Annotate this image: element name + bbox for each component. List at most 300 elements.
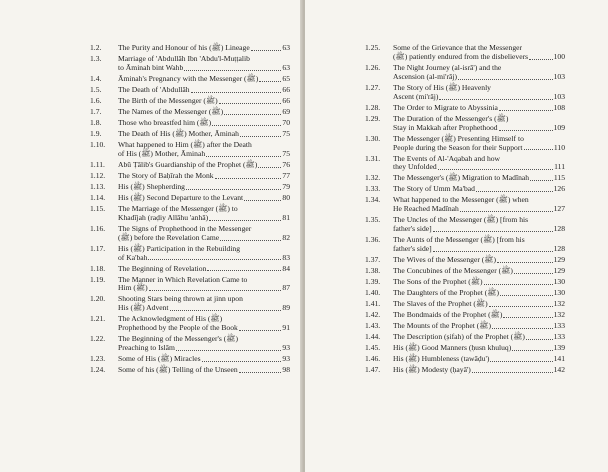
toc-entry-page-number: 109 bbox=[553, 122, 565, 132]
toc-entry-page-number: 139 bbox=[553, 343, 565, 353]
toc-entry-body bbox=[393, 311, 565, 320]
toc-entry-title: The Beginning of Revelation bbox=[118, 263, 207, 273]
dot-leader bbox=[207, 265, 281, 272]
toc-entry bbox=[90, 276, 290, 294]
dot-leader bbox=[489, 300, 553, 307]
toc-entry-body bbox=[118, 276, 290, 294]
toc-entry-body bbox=[393, 216, 565, 234]
dot-leader bbox=[212, 119, 281, 126]
dot-leader bbox=[497, 256, 553, 263]
toc-entry-page-number: 100 bbox=[553, 51, 565, 61]
toc-entry-body bbox=[393, 256, 565, 265]
toc-entry-body bbox=[118, 245, 290, 263]
toc-entry-page-number: 126 bbox=[553, 184, 565, 194]
toc-entry-line bbox=[118, 130, 290, 139]
toc-entry-line bbox=[118, 86, 290, 95]
toc-entry-page-number: 89 bbox=[282, 303, 290, 313]
toc-entry-title: His (ﷺ) Participation in the Rebuilding bbox=[118, 243, 241, 253]
toc-entry bbox=[365, 44, 565, 62]
toc-entry-line bbox=[393, 366, 565, 375]
toc-entry-body bbox=[118, 295, 290, 313]
toc-entry-title: Marriage of 'Abdullāh Ibn 'Abdu'l-Muṭṭalib bbox=[118, 54, 250, 63]
toc-entry-title: (ﷺ) patiently endured from the disbelievers bbox=[393, 51, 529, 61]
dot-leader bbox=[224, 108, 281, 115]
toc-entry-title: Those who breastfed him (ﷺ) bbox=[118, 117, 212, 127]
dot-leader bbox=[219, 97, 282, 104]
toc-entry-body bbox=[118, 183, 290, 192]
toc-entry-line bbox=[118, 355, 290, 364]
toc-entry bbox=[365, 267, 565, 276]
toc-entry-number: 1.15. bbox=[90, 203, 106, 213]
toc-entry bbox=[365, 256, 565, 265]
toc-entry-title: Shooting Stars being thrown at jinn upon bbox=[118, 294, 243, 304]
toc-entry-body bbox=[118, 335, 290, 353]
toc-entry-title: of His (ﷺ) Mother, Āminah bbox=[118, 148, 206, 158]
toc-entry bbox=[90, 86, 290, 95]
dot-leader bbox=[244, 194, 281, 201]
toc-entry-number: 1.17. bbox=[90, 243, 106, 253]
toc-entry-title: The Uncles of the Messenger (ﷺ) [from his bbox=[393, 215, 529, 225]
toc-entry-page-number: 75 bbox=[282, 128, 290, 138]
toc-entry-title: The Manner in Which Revelation Came to bbox=[118, 274, 248, 284]
toc-entry-line bbox=[118, 265, 290, 274]
toc-entry-page-number: 133 bbox=[553, 321, 565, 331]
toc-entry-number: 1.3. bbox=[90, 54, 102, 63]
toc-entry-number: 1.38. bbox=[365, 266, 381, 276]
toc-entry-page-number: 76 bbox=[282, 159, 290, 169]
toc-entry-title: to Āminah bint Wahb bbox=[118, 62, 184, 72]
toc-entry bbox=[90, 265, 290, 274]
toc-entry-page-number: 69 bbox=[282, 106, 290, 116]
toc-entry-number: 1.39. bbox=[365, 277, 381, 287]
toc-entry-number: 1.21. bbox=[90, 314, 106, 324]
toc-entry-body bbox=[118, 75, 290, 84]
toc-entry-title: His (ﷺ) Second Departure to the Levant bbox=[118, 192, 244, 202]
toc-entry-title: The Story of Umm Ma'bad bbox=[393, 184, 475, 194]
toc-entry-title: His (ﷺ) Shepherding bbox=[118, 181, 185, 191]
toc-entry-line bbox=[393, 344, 565, 353]
toc-entry bbox=[365, 155, 565, 173]
toc-entry-body bbox=[118, 194, 290, 203]
toc-entry-number: 1.9. bbox=[90, 128, 102, 138]
toc-entry-title: Some of His (ﷺ) Miracles bbox=[118, 354, 201, 364]
toc-entry-line bbox=[393, 256, 565, 265]
toc-entry-title: Ascension (al-mi'rāj) bbox=[393, 71, 457, 81]
toc-entry-body bbox=[393, 267, 565, 276]
toc-entry-title: His (ﷺ) Modesty (ḥayā') bbox=[393, 365, 471, 375]
toc-entry-title: Abū Ṭālib's Guardianship of the Prophet (ﷺ) bbox=[118, 159, 258, 169]
toc-entry-title: The Slaves of the Prophet (ﷺ) bbox=[393, 299, 488, 309]
toc-entry-title: The Messenger (ﷺ) Presenting Himself to bbox=[393, 133, 524, 143]
toc-entry-line bbox=[393, 278, 565, 287]
toc-entry bbox=[365, 344, 565, 353]
toc-entry-page-number: 65 bbox=[282, 73, 290, 83]
toc-entry-title: Him (ﷺ) bbox=[118, 283, 148, 293]
toc-entry-body bbox=[393, 104, 565, 113]
toc-entry-page-number: 130 bbox=[553, 288, 565, 298]
right-toc bbox=[365, 44, 565, 377]
toc-entry-title: His (ﷺ) Good Manners (ḥusn khuluq) bbox=[393, 343, 512, 353]
toc-entry bbox=[90, 366, 290, 375]
dot-leader bbox=[472, 366, 553, 373]
toc-entry-body bbox=[393, 44, 565, 62]
toc-entry bbox=[90, 245, 290, 263]
toc-entry-page-number: 84 bbox=[282, 263, 290, 273]
toc-entry-title: People during the Season for their Support bbox=[393, 142, 523, 152]
toc-entry-body bbox=[393, 174, 565, 183]
dot-leader bbox=[176, 344, 281, 351]
toc-entry-number: 1.30. bbox=[365, 133, 381, 143]
toc-entry-line bbox=[118, 75, 290, 84]
toc-entry bbox=[90, 183, 290, 192]
toc-entry-title: The Events of Al-'Aqabah and how bbox=[393, 153, 501, 163]
toc-entry-number: 1.33. bbox=[365, 184, 381, 194]
toc-entry bbox=[365, 311, 565, 320]
toc-entry-number: 1.37. bbox=[365, 255, 381, 265]
toc-entry bbox=[365, 278, 565, 287]
toc-entry-number: 1.14. bbox=[90, 192, 106, 202]
toc-entry-line bbox=[118, 214, 290, 223]
toc-entry bbox=[365, 115, 565, 133]
dot-leader bbox=[503, 311, 552, 318]
toc-entry-line bbox=[118, 119, 290, 128]
toc-entry-line bbox=[393, 144, 565, 153]
toc-entry-body bbox=[393, 185, 565, 194]
toc-entry-number: 1.46. bbox=[365, 354, 381, 364]
toc-entry-title: Prophethood by the People of the Book bbox=[118, 323, 238, 333]
dot-leader bbox=[500, 289, 553, 296]
toc-entry bbox=[365, 104, 565, 113]
toc-entry-line bbox=[118, 108, 290, 117]
toc-entry-title: father's side] bbox=[393, 244, 432, 254]
dot-leader bbox=[438, 163, 554, 170]
toc-entry-page-number: 98 bbox=[282, 365, 290, 375]
toc-entry-number: 1.10. bbox=[90, 139, 106, 149]
toc-entry bbox=[90, 75, 290, 84]
toc-entry-title: The Story of His (ﷺ) Heavenly bbox=[393, 82, 491, 92]
toc-entry-number: 1.18. bbox=[90, 263, 106, 273]
toc-entry-number: 1.35. bbox=[365, 215, 381, 225]
toc-entry-number: 1.23. bbox=[90, 354, 106, 364]
toc-entry-body bbox=[118, 225, 290, 243]
toc-entry-number: 1.4. bbox=[90, 73, 102, 83]
toc-entry-line bbox=[118, 366, 290, 375]
dot-leader bbox=[530, 174, 553, 181]
toc-entry-line bbox=[393, 355, 565, 364]
toc-entry-number: 1.12. bbox=[90, 170, 106, 180]
toc-entry-page-number: 80 bbox=[282, 192, 290, 202]
dot-leader bbox=[186, 183, 281, 190]
toc-entry-line bbox=[393, 333, 565, 342]
dot-leader bbox=[458, 73, 553, 80]
toc-entry bbox=[90, 108, 290, 117]
toc-entry-number: 1.22. bbox=[90, 334, 106, 344]
dot-leader bbox=[484, 278, 553, 285]
toc-entry-title: The Mounts of the Prophet (ﷺ) bbox=[393, 321, 491, 331]
toc-entry-page-number: 130 bbox=[553, 277, 565, 287]
toc-entry-line bbox=[393, 289, 565, 298]
toc-entry-page-number: 129 bbox=[553, 255, 565, 265]
toc-entry bbox=[90, 119, 290, 128]
dot-leader bbox=[490, 355, 552, 362]
toc-entry-body bbox=[393, 196, 565, 214]
toc-entry-title: The Daughters of the Prophet (ﷺ) bbox=[393, 288, 499, 298]
toc-entry-line bbox=[393, 311, 565, 320]
toc-entry-line bbox=[118, 254, 290, 263]
toc-entry-line bbox=[118, 64, 290, 73]
toc-entry-line bbox=[393, 225, 565, 234]
toc-entry bbox=[90, 44, 290, 53]
toc-entry-page-number: 110 bbox=[553, 142, 565, 152]
toc-entry-line bbox=[118, 284, 290, 293]
toc-entry-body bbox=[393, 322, 565, 331]
toc-entry-line bbox=[118, 161, 290, 170]
toc-entry-number: 1.42. bbox=[365, 310, 381, 320]
dot-leader bbox=[215, 172, 282, 179]
toc-entry-line bbox=[393, 163, 565, 172]
toc-entry-body bbox=[118, 172, 290, 181]
toc-entry-number: 1.7. bbox=[90, 106, 102, 116]
toc-entry-page-number: 83 bbox=[282, 252, 290, 262]
toc-entry-line bbox=[393, 205, 565, 214]
dot-leader bbox=[460, 205, 553, 212]
right-page bbox=[305, 0, 608, 472]
toc-entry-body bbox=[393, 155, 565, 173]
toc-entry-title: The Story of Baḥīrah the Monk bbox=[118, 170, 214, 180]
dot-leader bbox=[258, 161, 281, 168]
toc-entry-body bbox=[393, 64, 565, 82]
toc-entry-page-number: 141 bbox=[553, 354, 565, 364]
left-toc bbox=[90, 44, 290, 377]
toc-entry bbox=[90, 130, 290, 139]
toc-entry-title: The Signs of Prophethood in the Messenger bbox=[118, 223, 252, 233]
toc-entry-line bbox=[118, 324, 290, 333]
toc-entry-page-number: 132 bbox=[553, 310, 565, 320]
toc-entry-page-number: 133 bbox=[553, 332, 565, 342]
toc-entry-line bbox=[393, 245, 565, 254]
toc-entry-line bbox=[118, 194, 290, 203]
toc-entry-number: 1.36. bbox=[365, 235, 381, 245]
toc-entry-line bbox=[118, 183, 290, 192]
dot-leader bbox=[239, 366, 282, 373]
dot-leader bbox=[499, 104, 553, 111]
toc-entry-number: 1.5. bbox=[90, 84, 102, 94]
toc-entry-title: The Concubines of the Messenger (ﷺ) bbox=[393, 266, 513, 276]
dot-leader bbox=[433, 225, 553, 232]
toc-entry-title: (ﷺ) before the Revelation Came bbox=[118, 232, 220, 242]
toc-entry bbox=[365, 366, 565, 375]
toc-entry bbox=[90, 161, 290, 170]
toc-entry-number: 1.20. bbox=[90, 294, 106, 304]
toc-entry-page-number: 79 bbox=[282, 181, 290, 191]
toc-entry-page-number: 103 bbox=[553, 91, 565, 101]
toc-entry-line bbox=[118, 304, 290, 313]
toc-entry-number: 1.27. bbox=[365, 82, 381, 92]
toc-entry-title: The Death of 'Abdullāh bbox=[118, 84, 190, 94]
toc-entry-body bbox=[393, 366, 565, 375]
toc-entry-body bbox=[118, 44, 290, 53]
toc-entry bbox=[90, 141, 290, 159]
toc-entry-title: The Purity and Honour of his (ﷺ) Lineage bbox=[118, 43, 250, 52]
toc-entry-number: 1.8. bbox=[90, 117, 102, 127]
toc-entry-page-number: 108 bbox=[553, 102, 565, 112]
toc-entry-page-number: 128 bbox=[553, 244, 565, 254]
toc-entry bbox=[365, 322, 565, 331]
toc-entry-title: His (ﷺ) Humbleness (tawāḍu') bbox=[393, 354, 490, 364]
toc-entry-page-number: 81 bbox=[282, 212, 290, 222]
toc-entry bbox=[90, 295, 290, 313]
toc-entry-line bbox=[393, 73, 565, 82]
toc-entry-line bbox=[118, 97, 290, 106]
toc-entry bbox=[90, 205, 290, 223]
toc-entry bbox=[90, 194, 290, 203]
toc-entry-number: 1.47. bbox=[365, 365, 381, 375]
toc-entry-title: of Ka'bah bbox=[118, 252, 148, 262]
toc-entry-title: Stay in Makkah after Prophethood bbox=[393, 122, 498, 132]
toc-entry-body bbox=[118, 130, 290, 139]
dot-leader bbox=[220, 234, 281, 241]
dot-leader bbox=[240, 130, 282, 137]
toc-entry-body bbox=[393, 115, 565, 133]
toc-entry-number: 1.26. bbox=[365, 62, 381, 72]
toc-entry-title: What happened to Him (ﷺ) after the Death bbox=[118, 139, 252, 149]
toc-entry-number: 1.31. bbox=[365, 153, 381, 163]
toc-entry-number: 1.13. bbox=[90, 181, 106, 191]
toc-entry-body bbox=[393, 84, 565, 102]
dot-leader bbox=[514, 267, 553, 274]
toc-entry-page-number: 82 bbox=[282, 232, 290, 242]
toc-entry-page-number: 93 bbox=[282, 354, 290, 364]
toc-entry-title: Āminah's Pregnancy with the Messenger (ﷺ) bbox=[118, 73, 259, 83]
toc-entry bbox=[90, 335, 290, 353]
toc-entry-title: The Birth of the Messenger (ﷺ) bbox=[118, 95, 218, 105]
toc-entry bbox=[365, 236, 565, 254]
toc-entry-page-number: 128 bbox=[553, 224, 565, 234]
toc-entry-line bbox=[118, 234, 290, 243]
toc-entry-title: Some of his (ﷺ) Telling of the Unseen bbox=[118, 365, 238, 375]
dot-leader bbox=[492, 322, 553, 329]
toc-entry bbox=[90, 97, 290, 106]
toc-entry-body bbox=[118, 141, 290, 159]
toc-entry bbox=[90, 55, 290, 73]
toc-entry-number: 1.24. bbox=[90, 365, 106, 375]
toc-entry-number: 1.40. bbox=[365, 288, 381, 298]
toc-entry-title: Some of the Grievance that the Messenger bbox=[393, 43, 523, 52]
toc-entry-body bbox=[393, 355, 565, 364]
toc-entry-number: 1.41. bbox=[365, 299, 381, 309]
toc-entry-title: Ascent (mi'rāj) bbox=[393, 91, 439, 101]
toc-entry bbox=[365, 135, 565, 153]
toc-entry-title: Khadījah (raḍiy Allāhu 'anhā) bbox=[118, 212, 209, 222]
toc-entry-line bbox=[393, 93, 565, 102]
toc-entry-title: father's side] bbox=[393, 224, 432, 234]
toc-entry-body bbox=[118, 119, 290, 128]
toc-entry-number: 1.44. bbox=[365, 332, 381, 342]
toc-entry-page-number: 66 bbox=[282, 84, 290, 94]
toc-entry-number: 1.16. bbox=[90, 223, 106, 233]
toc-entry-line bbox=[393, 267, 565, 276]
toc-entry-page-number: 127 bbox=[553, 204, 565, 214]
toc-entry-number: 1.25. bbox=[365, 43, 381, 52]
toc-entry-body bbox=[118, 355, 290, 364]
dot-leader bbox=[433, 245, 553, 252]
dot-leader bbox=[524, 144, 553, 151]
toc-entry-body bbox=[118, 97, 290, 106]
toc-entry-page-number: 91 bbox=[282, 323, 290, 333]
toc-entry-line bbox=[393, 322, 565, 331]
toc-entry-page-number: 129 bbox=[553, 266, 565, 276]
toc-entry-title: The Order to Migrate to Abyssinia bbox=[393, 102, 498, 112]
dot-leader bbox=[191, 86, 282, 93]
toc-entry-line bbox=[118, 150, 290, 159]
dot-leader bbox=[206, 150, 281, 157]
toc-entry-page-number: 132 bbox=[553, 299, 565, 309]
dot-leader bbox=[476, 185, 553, 192]
toc-entry-title: His (ﷺ) Advent bbox=[118, 303, 169, 313]
dot-leader bbox=[148, 254, 281, 261]
toc-entry-page-number: 87 bbox=[282, 283, 290, 293]
dot-leader bbox=[209, 214, 281, 221]
toc-entry-body bbox=[393, 300, 565, 309]
toc-entry-line bbox=[393, 185, 565, 194]
toc-entry bbox=[90, 355, 290, 364]
toc-entry-title: The Night Journey (al-isrā') and the bbox=[393, 62, 502, 72]
toc-entry bbox=[365, 355, 565, 364]
toc-entry-body bbox=[118, 265, 290, 274]
toc-entry-line bbox=[393, 124, 565, 133]
toc-entry-body bbox=[393, 135, 565, 153]
toc-entry-body bbox=[393, 236, 565, 254]
toc-entry-page-number: 103 bbox=[553, 71, 565, 81]
toc-entry-line bbox=[118, 44, 290, 53]
toc-entry-title: The Wives of the Messenger (ﷺ) bbox=[393, 255, 497, 265]
toc-entry-body bbox=[393, 278, 565, 287]
toc-entry-number: 1.11. bbox=[90, 159, 105, 169]
toc-entry-title: He Reached Madīnah bbox=[393, 204, 459, 214]
toc-entry bbox=[365, 289, 565, 298]
toc-entry-title: The Aunts of the Messenger (ﷺ) [from his bbox=[393, 235, 525, 245]
toc-entry-number: 1.34. bbox=[365, 195, 381, 205]
toc-entry bbox=[365, 333, 565, 342]
dot-leader bbox=[149, 284, 282, 291]
toc-entry-line bbox=[118, 344, 290, 353]
toc-entry-number: 1.6. bbox=[90, 95, 102, 105]
dot-leader bbox=[259, 75, 281, 82]
toc-entry bbox=[365, 216, 565, 234]
toc-entry bbox=[365, 196, 565, 214]
toc-entry-page-number: 70 bbox=[282, 117, 290, 127]
toc-entry-title: The Sons of the Prophet (ﷺ) bbox=[393, 277, 483, 287]
toc-entry-number: 1.45. bbox=[365, 343, 381, 353]
toc-entry-number: 1.29. bbox=[365, 113, 381, 123]
toc-entry-title: The Description (ṣifah) of the Prophet (ﷺ) bbox=[393, 332, 525, 342]
dot-leader bbox=[251, 44, 282, 51]
toc-entry-body bbox=[393, 333, 565, 342]
toc-entry-page-number: 142 bbox=[553, 365, 565, 375]
dot-leader bbox=[526, 333, 553, 340]
toc-entry-page-number: 93 bbox=[282, 343, 290, 353]
toc-entry-page-number: 115 bbox=[553, 173, 565, 183]
toc-entry bbox=[90, 172, 290, 181]
dot-leader bbox=[439, 93, 552, 100]
toc-entry-page-number: 63 bbox=[282, 62, 290, 72]
toc-entry-body bbox=[118, 55, 290, 73]
toc-entry-title: The Messenger's (ﷺ) Migration to Madīnah bbox=[393, 173, 530, 183]
toc-entry-number: 1.32. bbox=[365, 173, 381, 183]
toc-entry-title: The Beginning of the Messenger's (ﷺ) bbox=[118, 334, 239, 344]
toc-entry-body bbox=[393, 289, 565, 298]
toc-entry-body bbox=[118, 161, 290, 170]
